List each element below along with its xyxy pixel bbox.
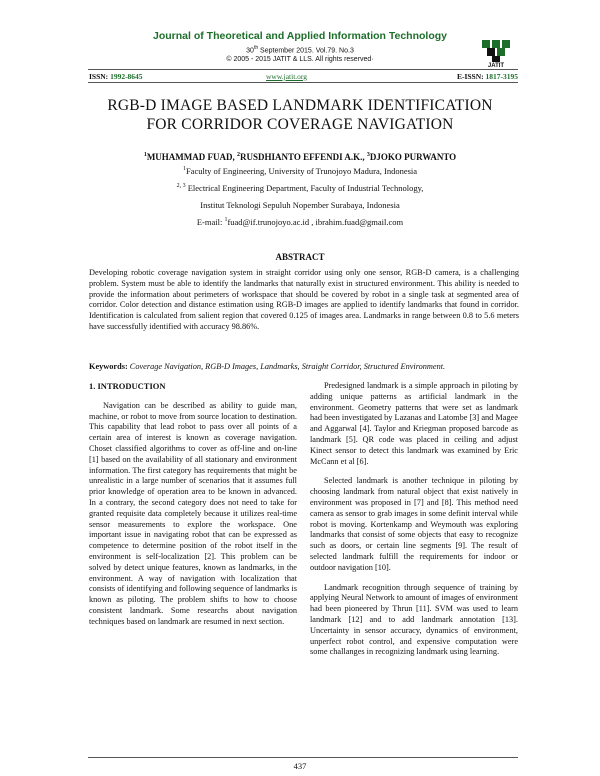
page-number: 437 <box>293 761 307 771</box>
affiliation-3: Institut Teknologi Sepuluh Nopember Surabaya, Indonesia <box>200 200 400 210</box>
author-1: MUHAMMAD FUAD, <box>146 152 238 162</box>
author-3-sup: 3 <box>366 152 370 158</box>
keywords-list: Coverage Navigation, RGB-D Images, Landmarks, Straight Corridor, Structured Environment. <box>129 362 446 371</box>
affiliation-2-text: Electrical Engineering Department, Faculty of Industrial Technology, <box>185 183 424 193</box>
issn-value: 1992-8645 <box>110 72 143 81</box>
copyright-notice: © 2005 - 2015 JATIT & LLS. All rights reserved· <box>226 56 374 63</box>
header-rule-top <box>88 69 518 70</box>
email-line <box>0 217 600 227</box>
issn <box>89 72 143 81</box>
author-2: RUSDHIANTO EFFENDI A.K., <box>240 152 367 162</box>
author-list <box>0 152 600 162</box>
affiliation-2 <box>0 183 600 193</box>
paper-title-line-2: FOR CORRIDOR COVERAGE NAVIGATION <box>146 116 454 133</box>
author-2-sup: 2 <box>237 152 241 158</box>
affiliation-2-sup: 2, 3 <box>176 183 186 190</box>
eissn-label: E-ISSN: <box>456 72 486 81</box>
footer-rule <box>88 757 518 758</box>
journal-title: Journal of Theoretical and Applied Information Technology <box>152 30 447 42</box>
paper-title-line-1: RGB-D IMAGE BASED LANDMARK IDENTIFICATION <box>107 97 493 114</box>
keywords <box>89 362 529 373</box>
paper-title <box>0 96 600 134</box>
intro-paragraph-2: Predesigned landmark is a simple approach in piloting by adding unique patterns as artificial landmark in the environment. Geometry patterns that were set as landmark had been investigated by Lazanas and Latombe [3] and Magee and Aggarwal [4]. Taylor and Kriegman proposed barcode as landmark [5]. QR code was placed in ceiling and adjust Kinect sensor to detect this landmark was examined by Eric McCann et al [6]. <box>310 381 518 466</box>
author-3: DJOKO PURWANTO <box>369 152 457 162</box>
abstract-heading: ABSTRACT <box>275 252 325 262</box>
issue-day: 30 <box>246 47 254 55</box>
issue-day-suffix: th <box>253 45 259 51</box>
email-label: E-mail: <box>196 217 225 227</box>
affiliation-1-text: Faculty of Engineering, University of Trunojoyo Madura, Indonesia <box>185 166 418 176</box>
section-heading-introduction: 1. INTRODUCTION <box>89 381 166 391</box>
author-1-sup: 1 <box>143 152 147 158</box>
issn-label: ISSN: <box>89 72 111 81</box>
eissn-value: 1817-3195 <box>485 72 518 81</box>
issue-details: September 2015. Vol.79. No.3 <box>258 47 354 55</box>
email-addresses[interactable]: fuad@if.trunojoyo.ac.id , ibrahim.fuad@gmail.com <box>227 217 404 227</box>
intro-paragraph-1: Navigation can be described as ability to guide man, machine, or robot to move from source location to destination. This capability that lead robot to pass over all points of a certain area of interest is known as coverage navigation. Choset classified algorithms to cover as off-line and on-line [1] based on the availability of all stationary and environment information. The first category has requirements that might be unrealistic in a large number of scenarios that it assumes full prior knowledge of operation area to be known in advanced. In a contrary, the second category does not need to take for granted requisite data completely because it utilizes real-time sensor measurements to explore the workspace. One important issue in navigating robot that can be expressed as competence to determine position of the robot itself in the environment is self-localization [2]. This problem can be solved by detect unique features, known as landmarks, in the environment. A way of navigation with localization that consists of identifying and following sequence of landmarks is known as piloting. The problem shifts to how to choose consistent landmark. Some researchs about navigation techniques based on landmark are resumed in next section. <box>89 400 297 626</box>
intro-paragraph-4: Landmark recognition through sequence of training by applying Neural Network to amount of images of environment had been pioneered by Thrun [11]. SVM was used to learn landmark [12] and to add landmark annotation [13]. Uncertainty in sensor accuracy, dynamics of environment, unperfect robot control, and expensive computation were some challanges in recognizing landmark using learning. <box>310 582 518 657</box>
email-sup: 1 <box>224 217 228 224</box>
keywords-label: Keywords: <box>89 362 130 371</box>
header-rule-bottom <box>88 82 518 83</box>
intro-paragraph-3: Selected landmark is another technique in piloting by choosing landmark from natural object that exist natively in environment was proposed in [7] and [8]. This method need camera as sensor to grab images in some definit interval while robot is moving. Kortenkamp and Weymouth was exploring landmarks that consist of some objects that easy to recognize such as doors, or certain line segments [9]. The result of selected landmark fulfill the requirements for indoor or outdoor navigation [10]. <box>310 476 518 572</box>
affiliation-1-sup: 1 <box>182 166 186 173</box>
abstract-text: Developing robotic coverage navigation system in straight corridor using only one sensor, RGB-D camera, is a challenging problem. System must be able to identify the landmarks that naturally exist in structured environment. This ability is needed to provide the information about perimeters of workspace that should be covered by robot in a single task at segmented area of corridor. Color detection and distance estimation using RGB-D images are applied to identify landmarks that found in corridor. Identification is calculated from salient region that covered 0.125 of images area. Landmarks in range between 0.8 to 5.6 meters have successfully identified with accuracy 98.86%. <box>89 268 519 331</box>
website-link[interactable]: www.jatit.org <box>266 72 308 81</box>
right-column <box>310 381 518 667</box>
affiliation-1 <box>0 166 600 176</box>
eissn <box>457 72 518 81</box>
logo-text: JATIT <box>487 63 505 69</box>
left-column <box>89 381 297 637</box>
